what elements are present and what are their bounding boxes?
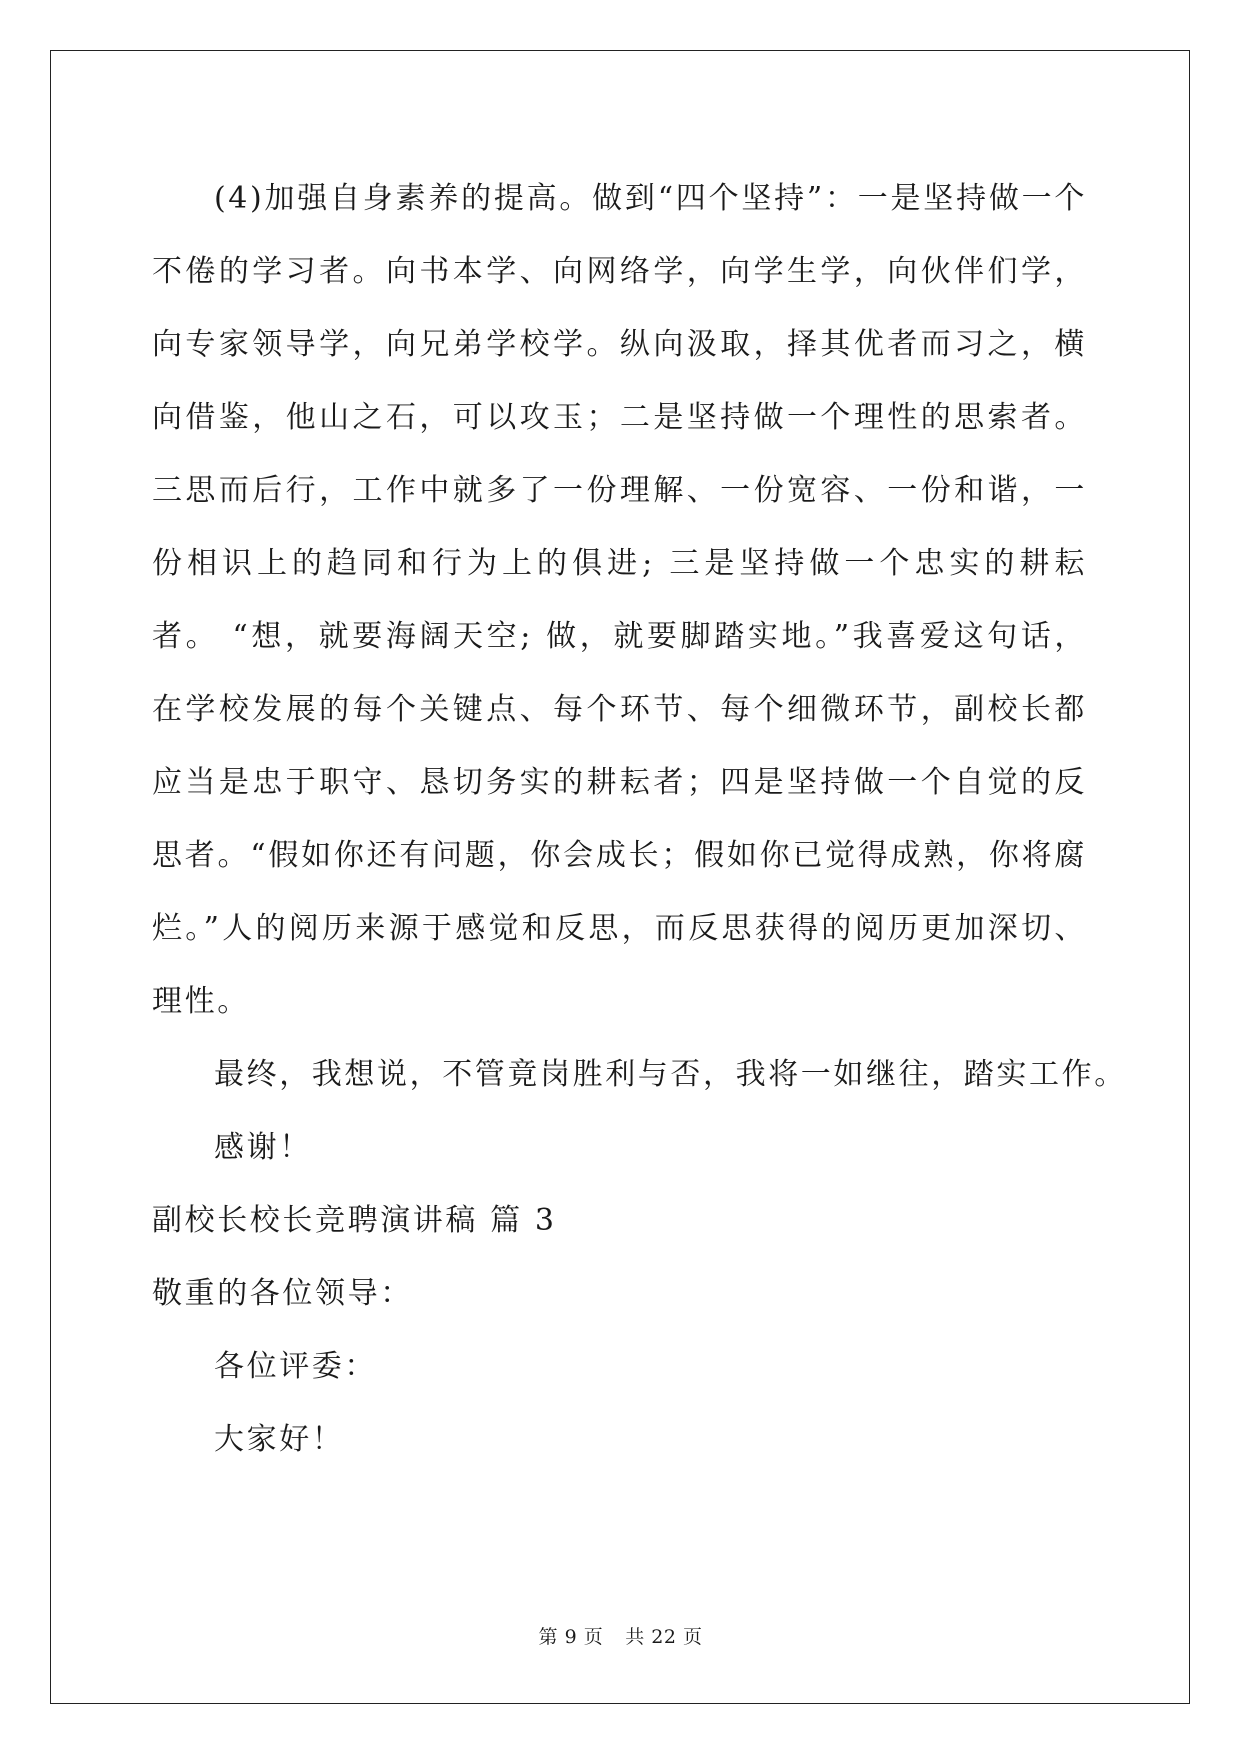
greeting: 大家好！	[214, 1422, 345, 1457]
document-body	[152, 162, 1127, 1476]
paragraph-four-persistences: (4)加强自身素养的提高。做到“四个坚持”：一是坚持做一个不倦的学习者。向书本学、向网络学，向学生学，向伙伴们学，向专家领导学，向兄弟学校学。纵向汲取，择其优者而习之，横向借鉴，他山之石，可以攻玉；二是坚持做一个理性的思索者。三思而后行，工作中就多了一份理解、一份宽容、一份和谐，一份相识上的趋同和行为上的俱进; 三是坚持做一个忠实的耕耘者。 “想，就要海阔天空; 做，就要脚踏实地。”我喜爱这句话，在学校发展的每个关键点、每个环节、每个细微环节，副校长都应当是忠于职守、恳切务实的耕耘者；四是坚持做一个自觉的反思者。“假如你还有问题，你会成长；假如你已觉得成熟，你将腐烂。”人的阅历来源于感觉和反思，而反思获得的阅历更加深切、理性。	[152, 181, 1087, 1019]
salutation-judges: 各位评委：	[214, 1349, 377, 1384]
page-number: 第 9 页	[538, 1626, 604, 1648]
section-title: 副校长校长竞聘演讲稿 篇 3	[152, 1203, 557, 1238]
salutation-leaders: 敬重的各位领导：	[152, 1276, 413, 1311]
page-total: 共 22 页	[625, 1626, 703, 1648]
paragraph-closing: 最终，我想说，不管竟岗胜利与否，我将一如继往，踏实工作。	[214, 1057, 1127, 1092]
page-footer	[0, 1622, 1241, 1649]
paragraph-thanks: 感谢！	[214, 1130, 312, 1165]
